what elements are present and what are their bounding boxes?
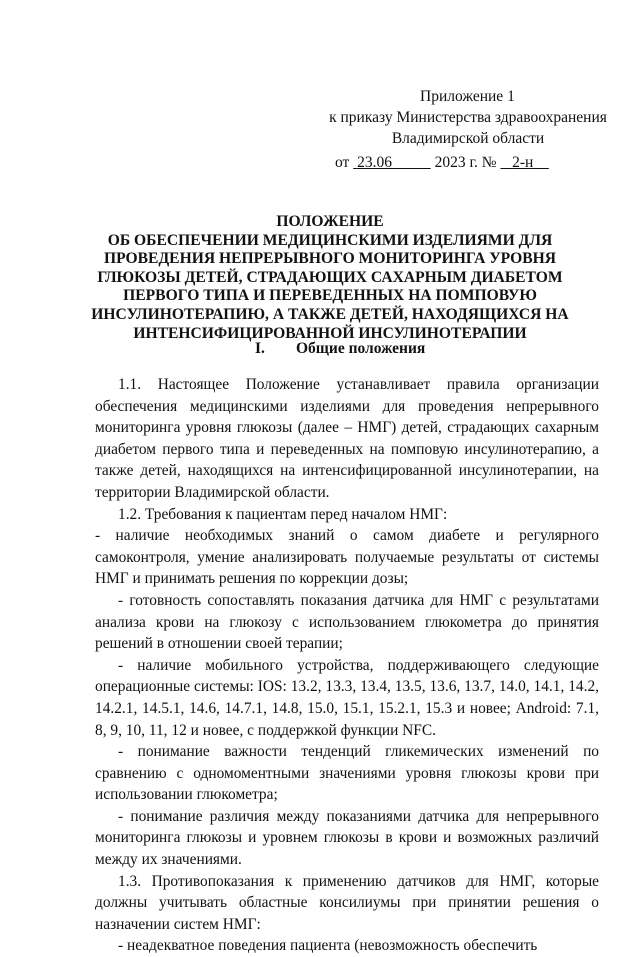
annex-line-3: Владимирской области <box>391 130 545 147</box>
list-item: - неадекватное поведения пациента (невозможность обеспечить <box>118 937 538 955</box>
title-line: ОБ ОБЕСПЕЧЕНИИ МЕДИЦИНСКИМИ ИЗДЕЛИЯМИ ДЛЯ <box>107 231 553 249</box>
list-item: - готовность сопоставлять показания датчика для НМГ с результатами анализа крови на глюкозу с использованием глюкометра до принятия решений в отношении своей терапии; <box>95 591 599 653</box>
title-line: ГЛЮКОЗЫ ДЕТЕЙ, СТРАДАЮЩИХ САХАРНЫМ ДИАБЕТОМ <box>97 268 563 286</box>
list-item: - наличие необходимых знаний о самом диабете и регулярного самоконтроля, умение анализировать получаемые результаты от системы НМГ и принимать решения по коррекции дозы; <box>95 527 599 588</box>
list-item: - наличие мобильного устройства, поддерживающего следующие операционные системы: IOS: 13.2, 13.3, 13.4, 13.5, 13.6, 13.7, 14.0, 14.1, 14.2, 14.2.1, 14.5.1, 14.6, 14.7.1, 14.8, 15.0, 15.1, 15.2.1, 15.3 и новее; Android: 7.1, 8, 9, 10, 11, 12 и новее, с поддержкой функции NFC. <box>95 656 599 739</box>
section-name: Общие положения <box>296 340 426 357</box>
annex-block <box>318 86 618 149</box>
title-line: ИНСУЛИНОТЕРАПИЮ, А ТАКЖЕ ДЕТЕЙ, НАХОДЯЩИХСЯ НА <box>91 305 569 323</box>
paragraph: 1.2. Требования к пациентам перед началом НМГ: <box>118 505 448 523</box>
order-prefix: от <box>335 154 350 171</box>
title-line: ИНТЕНСИФИЦИРОВАННОЙ ИНСУЛИНОТЕРАПИИ <box>133 324 527 342</box>
list-item: - понимание различия между показаниями датчика для непрерывного мониторинга глюкозы и уровнем глюкозы в крови и возможных различий между их значениями. <box>95 807 599 869</box>
order-year: 2023 г. № <box>434 154 497 171</box>
order-date: 23.06 <box>357 154 392 171</box>
section-number: I. <box>255 340 265 357</box>
annex-line-2: к приказу Министерства здравоохранения <box>329 109 607 126</box>
list-item: - понимание важности тенденций гликемических изменений по сравнению с одномоментными значениями уровня глюкозы крови при использовании глюкометра; <box>95 743 599 804</box>
order-number: 2-н <box>512 154 534 171</box>
title-line: ПРОВЕДЕНИЯ НЕПРЕРЫВНОГО МОНИТОРИНГА УРОВНЯ <box>103 250 557 268</box>
document-body <box>95 374 599 957</box>
document-title <box>80 213 580 343</box>
title-line: ПЕРВОГО ТИПА И ПЕРЕВЕДЕННЫХ НА ПОМПОВУЮ <box>123 287 537 305</box>
paragraph: 1.3. Противопоказания к применению датчиков для НМГ, которые должны учитывать областные консилиумы при принятии решения о назначении систем НМГ: <box>95 872 599 933</box>
paragraph: 1.1. Настоящее Положение устанавливает правила организации обеспечения медицинскими изделиями для проведения непрерывного мониторинга уровня глюкозы (далее – НМГ) детей, страдающих сахарным диабетом первого типа и переведенных на помповую инсулинотерапию, а также детей, находящихся на интенсифицированной инсулинотерапии, на территории Владимирской области. <box>95 376 599 501</box>
order-reference <box>335 154 549 172</box>
title-line: ПОЛОЖЕНИЕ <box>276 213 384 230</box>
annex-line-1: Приложение 1 <box>420 88 515 105</box>
